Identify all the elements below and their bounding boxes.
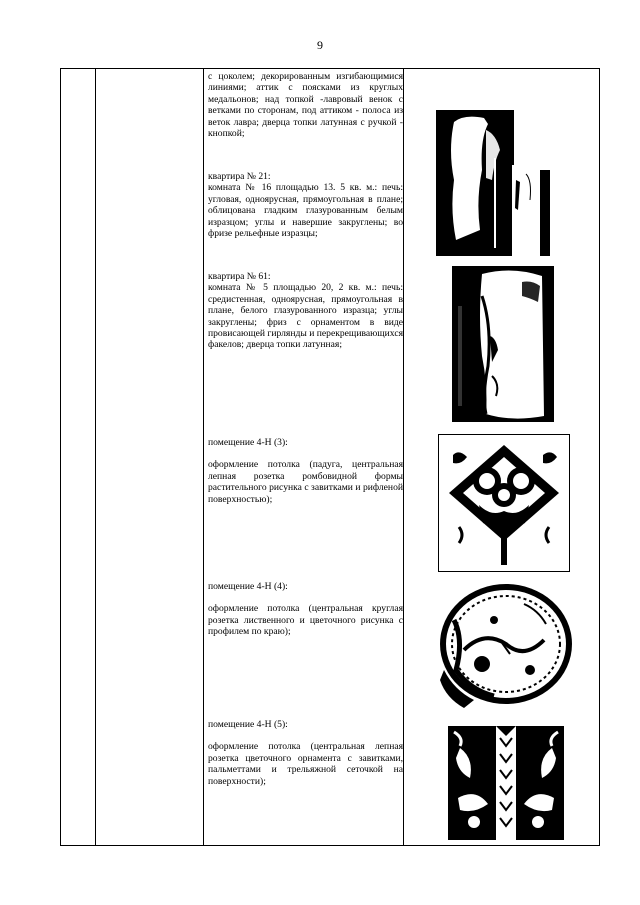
entry-description: комната № 5 площадью 20, 2 кв. м.: печь: средистенная, одноярусная, прямоугольная в плане, белого глазурованного изразца; углы закруглены; фриз с орнаментом в виде провисающей гирлянды и перекрещивающихся факелов; дверца топки латунная; — [208, 282, 403, 351]
entry-apartment-21 — [208, 171, 403, 239]
photo-rosette-rhomb — [438, 434, 570, 572]
entry-description: комната № 16 площадью 13. 5 кв. м.: печь: угловая, одноярусная, прямоугольная в плане; облицована гладким глазурованным белым изразцом; углы и навершие закруглены; во фризе рельефные изразцы; — [208, 182, 403, 240]
entry-room-4n-4 — [208, 581, 403, 638]
description-text: с цоколем; декорированным изгибающимися линиями; аттик с поясками из круглых медальонов; над топкой -лавровый венок с ветками по сторонам, под аттиком - полоса из веток лавра; дверца топки латунная с ручкой - кнопкой; — [208, 71, 403, 140]
column-divider — [95, 69, 96, 845]
entry-heading: помещение 4-Н (3): — [208, 437, 288, 448]
entry-description: оформление потолка (падуга, центральная лепная розетка ромбовидной формы растительного рисунка с завитками и рифленой поверхностью); — [208, 459, 403, 505]
page-number: 9 — [317, 38, 323, 52]
entry-heading: помещение 4-Н (5): — [208, 719, 288, 730]
entry-heading: квартира № 21: — [208, 171, 271, 182]
column-divider — [403, 69, 404, 845]
entry-room-4n-5 — [208, 719, 403, 787]
photo-stove-tall — [452, 266, 554, 422]
entry-heading: помещение 4-Н (4): — [208, 581, 288, 592]
entry-apartment-61 — [208, 271, 403, 351]
photo-rosette-palmette — [430, 718, 582, 840]
description-continuation — [208, 71, 403, 139]
photo-stove-corner — [436, 110, 550, 256]
entry-room-4n-3 — [208, 437, 403, 505]
entry-description: оформление потолка (центральная лепная розетка цветочного орнамента с завитками, пальметтами и трельяжной сеточкой на поверхности); — [208, 741, 403, 787]
photo-rosette-round — [434, 580, 574, 710]
column-divider — [203, 69, 204, 845]
entry-description: оформление потолка (центральная круглая розетка лиственного и цветочного рисунка с профилем по краю); — [208, 603, 403, 638]
entry-heading: квартира № 61: — [208, 271, 271, 282]
